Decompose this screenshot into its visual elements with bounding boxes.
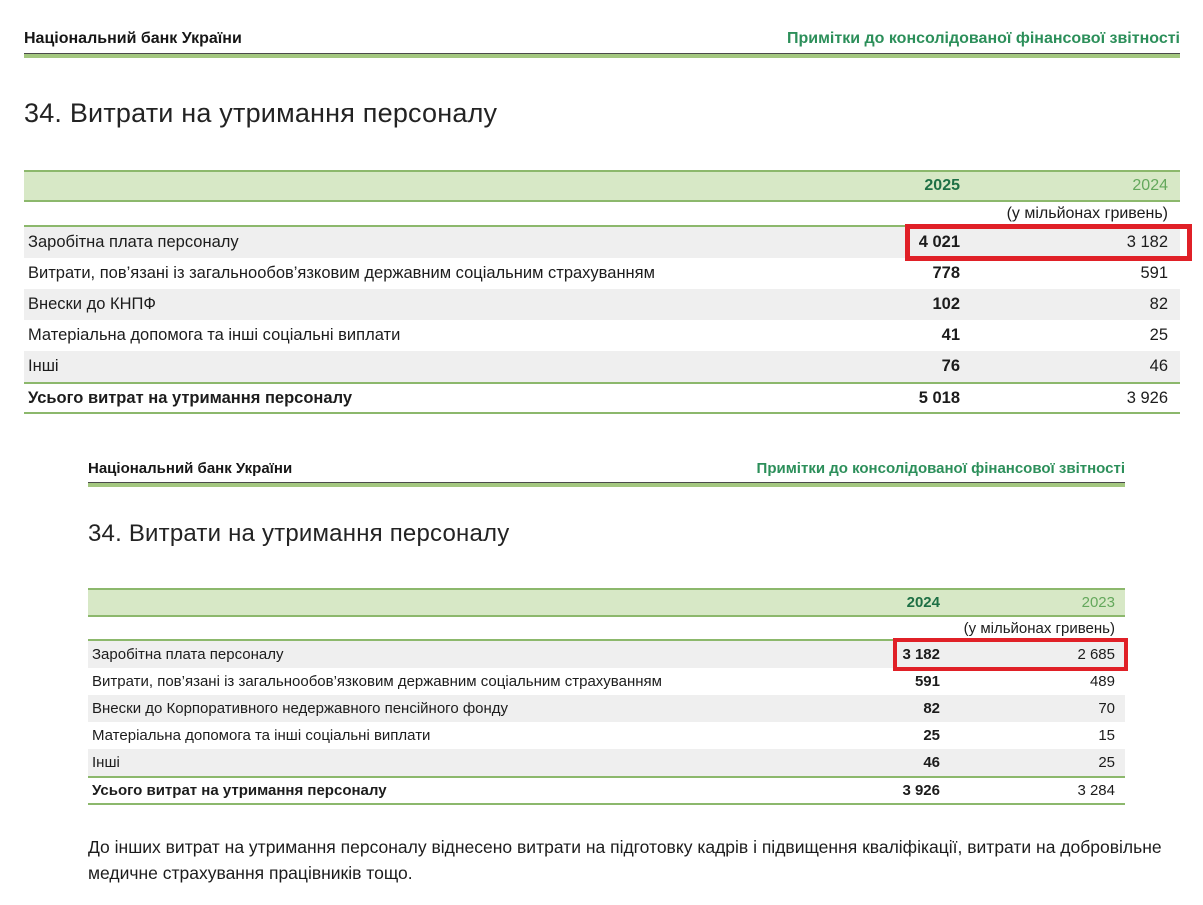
report-page-prior bbox=[88, 460, 1125, 805]
units-note-row bbox=[24, 202, 1180, 227]
personnel-costs-table-2025-2024 bbox=[24, 170, 1180, 414]
row-value-1: 3 182 bbox=[902, 646, 940, 663]
bank-name: Національний банк України bbox=[24, 30, 242, 47]
row-value-1: 4 021 bbox=[918, 233, 960, 251]
table-row bbox=[24, 289, 1180, 320]
units-note: (у мільйонах гривень) bbox=[963, 619, 1115, 637]
table-row bbox=[88, 668, 1125, 695]
row-label: Матеріальна допомога та інші соціальні виплати bbox=[92, 727, 431, 744]
report-page-current bbox=[24, 30, 1180, 414]
row-value-2: 46 bbox=[1149, 357, 1168, 375]
units-note: (у мільйонах гривень) bbox=[1006, 204, 1168, 222]
row-value-2: 82 bbox=[1149, 295, 1168, 313]
table-row bbox=[88, 695, 1125, 722]
row-value-2: 591 bbox=[1140, 264, 1168, 282]
year-column-1: 2025 bbox=[924, 177, 960, 194]
table-year-header bbox=[88, 588, 1125, 617]
row-value-1: 102 bbox=[932, 295, 960, 313]
row-label: Інші bbox=[92, 754, 120, 771]
table-row bbox=[88, 749, 1125, 776]
header-divider bbox=[24, 53, 1180, 58]
table-total-row bbox=[88, 776, 1125, 805]
row-value-2: 2 685 bbox=[1077, 646, 1115, 663]
row-label: Заробітна плата персоналу bbox=[92, 646, 284, 663]
table-row bbox=[88, 641, 1125, 668]
row-label: Внески до КНПФ bbox=[28, 295, 156, 313]
row-value-1: 41 bbox=[941, 326, 960, 344]
year-column-1: 2024 bbox=[906, 594, 940, 611]
header-divider bbox=[88, 482, 1125, 487]
row-label: Заробітна плата персоналу bbox=[28, 233, 239, 251]
other-costs-footnote: До інших витрат на утримання персоналу віднесено витрати на підготовку кадрів і підвищення кваліфікації, витрати на добровільне медичне страхування працівників тощо. bbox=[88, 837, 1162, 883]
row-value-1: 82 bbox=[923, 700, 940, 717]
row-value-2: 15 bbox=[1098, 727, 1115, 744]
table-total-row bbox=[24, 382, 1180, 414]
total-value-2: 3 284 bbox=[1077, 782, 1115, 799]
row-label: Витрати, пов’язані із загальнообов’язковим державним соціальним страхуванням bbox=[92, 673, 662, 690]
page-header bbox=[24, 30, 1180, 53]
row-value-1: 591 bbox=[914, 673, 940, 690]
row-label: Витрати, пов’язані із загальнообов’язковим державним соціальним страхуванням bbox=[28, 264, 655, 282]
row-value-2: 70 bbox=[1098, 700, 1115, 717]
year-column-2: 2023 bbox=[1081, 594, 1115, 611]
row-value-2: 25 bbox=[1149, 326, 1168, 344]
notes-title: Примітки до консолідованої фінансової звітності bbox=[756, 460, 1125, 477]
table-row bbox=[24, 351, 1180, 382]
row-value-2: 25 bbox=[1098, 754, 1115, 771]
table-row bbox=[24, 227, 1180, 258]
row-value-2: 3 182 bbox=[1126, 233, 1168, 251]
row-label: Матеріальна допомога та інші соціальні виплати bbox=[28, 326, 401, 344]
page-header bbox=[88, 460, 1125, 482]
row-value-2: 489 bbox=[1089, 673, 1115, 690]
row-value-1: 46 bbox=[923, 754, 940, 771]
row-value-1: 25 bbox=[923, 727, 940, 744]
table-row bbox=[24, 258, 1180, 289]
note-heading: 34. Витрати на утримання персоналу bbox=[24, 98, 498, 128]
personnel-costs-table-2024-2023 bbox=[88, 588, 1125, 805]
notes-title: Примітки до консолідованої фінансової звітності bbox=[786, 30, 1180, 47]
note-heading: 34. Витрати на утримання персоналу bbox=[88, 520, 510, 547]
table-row bbox=[88, 722, 1125, 749]
total-label: Усього витрат на утримання персоналу bbox=[28, 388, 353, 407]
total-label: Усього витрат на утримання персоналу bbox=[92, 782, 387, 799]
row-value-1: 76 bbox=[941, 357, 960, 375]
total-value-1: 3 926 bbox=[902, 782, 940, 799]
row-value-1: 778 bbox=[932, 264, 960, 282]
table-row bbox=[24, 320, 1180, 351]
total-value-1: 5 018 bbox=[918, 388, 960, 407]
row-label: Інші bbox=[28, 357, 59, 375]
units-note-row bbox=[88, 617, 1125, 641]
bank-name: Національний банк України bbox=[88, 460, 293, 477]
year-column-2: 2024 bbox=[1132, 177, 1168, 194]
row-label: Внески до Корпоративного недержавного пенсійного фонду bbox=[92, 700, 509, 717]
table-year-header bbox=[24, 170, 1180, 202]
total-value-2: 3 926 bbox=[1126, 388, 1168, 407]
